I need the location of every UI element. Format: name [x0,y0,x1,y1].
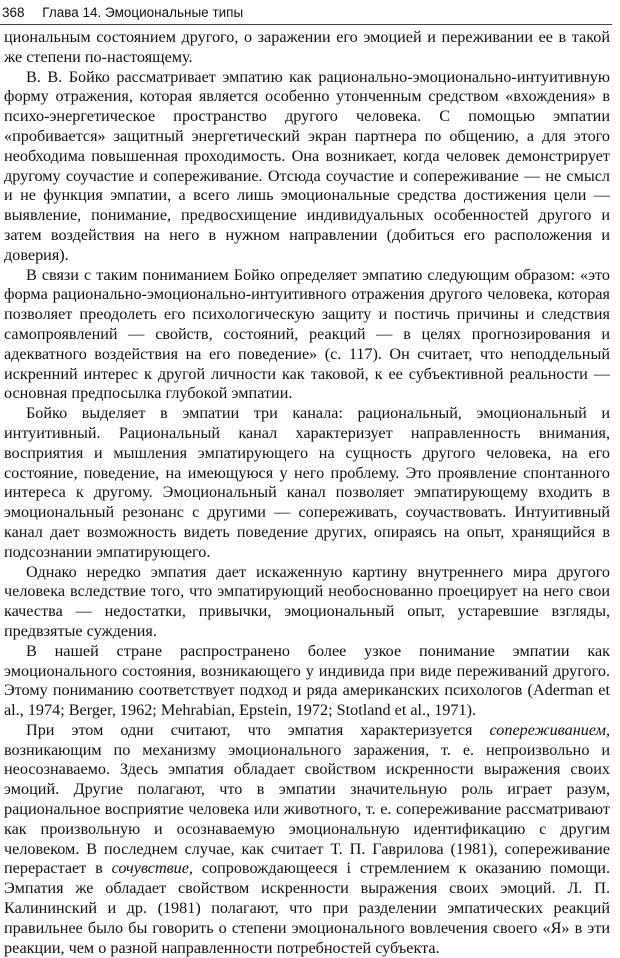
paragraph [4,721,610,958]
emphasized-term: сочувствие, [111,859,193,878]
text-run: Бойко выделяет в эмпатии три канала: рациональный, эмоциональный и интуитивный. Рациональный канал характеризует направленность внимания, восприятия и мышления эмпатирующего на сущность другого человека, на его состояние, поведение, на имеющуюся у него проблему. Это проявление спонтанного интереса к другому. Эмоциональный канал позволяет эмпатирующему входить в эмоциональный резонанс с другими — сопереживать, соучаствовать. Интуитивный канал дает возможность видеть поведение других, опираясь на опыт, хранящийся в подсознании эмпатирующего. [4,404,610,561]
paragraph [4,642,610,721]
paragraph [4,68,610,266]
paragraph [4,266,610,405]
emphasized-term: сопереживанием, [489,720,610,739]
paragraph [4,404,610,562]
paragraph [4,563,610,642]
text-run: В нашей стране распространено более узкое понимание эмпатии как эмоционального состояния, возникающего у индивида при виде переживаний другого. Этому пониманию соответствует подход и ряда американских психологов (Aderman et al., 1974; Berger, 1962; Mehrabian, Epstein, 1972; Stotland et al., 1971). [4,641,610,720]
text-run: Однако нередко эмпатия дает искаженную картину внутреннего мира другого человека вследствие того, что эмпатирующий необоснованно проецирует на него свои качества — недостатки, привычки, эмоциональный опыт, устаревшие взгляды, предвзятые суждения. [4,562,610,640]
text-run: сопровождающееся і стремлением к оказанию помощи. Эмпатия же обладает свойством искренности выражения своих эмоций. Л. П. Калининский и др. (1981) полагают, что при разделении эмпатических реакций правильнее было бы говорить о степени эмоционального вовлечения своего «Я» в эти реакции, чем о разной направленности потребностей субъекта. [4,859,610,957]
chapter-title: Глава 14. Эмоциональные типы [42,5,244,20]
body-text [4,28,610,958]
text-run: В связи с таким пониманием Бойко определяет эмпатию следующим образом: «это форма рационально-эмоционально-интуитивного отражения другого человека, которая позволяет преодолеть его психологическую защиту и постичь причины и следствия самопроявлений — свойств, состояний, реакций — в целях прогнозирования и адекватного воздействия на его поведение» (с. 117). Он считает, что неподдельный искренний интерес к другой личности как таковой, к ее субъективной реальности — основная предпосылка глубокой эмпатии. [4,265,610,403]
paragraph [4,28,610,68]
text-run: возникающим по механизму эмоционального заражения, т. е. непроизвольно и неосознаваемо. Здесь эмпатия обладает свойством искренности выражения своих эмоций. Другие полагают, что в эмпатии значительную роль играет разум, рациональное восприятие человека или животного, т. е. сопереживание рассматривают как произвольную и осознаваемую эмоциональную идентификацию с другим человеком. В последнем случае, как считает Т. П. Гаврилова (1981), сопереживание перерастает в [4,740,610,878]
text-run: циональным состоянием другого, о заражении его эмоцией и переживании ее в такой же степени по-настоящему. [4,28,610,66]
text-run: В. В. Бойко рассматривает эмпатию как рационально-эмоционально-интуитивную форму отражения, которая является особенно утонченным средством «вхождения» в психо-энергетическое пространство другого человека. С помощью эмпатии «пробивается» защитный энергетический экран партнера по общению, а для этого необходима повышенная проходимость. Она возникает, когда человек демонстрирует другому соучастие и сопереживание. Отсюда соучастие и сопереживание — не смысл и не функция эмпатии, а всего лишь эмоциональные средства достижения цели — выявление, понимание, предвосхищение индивидуальных особенностей другого и затем воздействия на него в нужном направлении (добиться его расположения и доверия). [4,67,610,264]
running-header [2,3,602,23]
text-run: При этом одни считают, что эмпатия характеризуется [26,720,490,739]
header-divider [0,24,612,25]
page-number: 368 [2,5,25,20]
